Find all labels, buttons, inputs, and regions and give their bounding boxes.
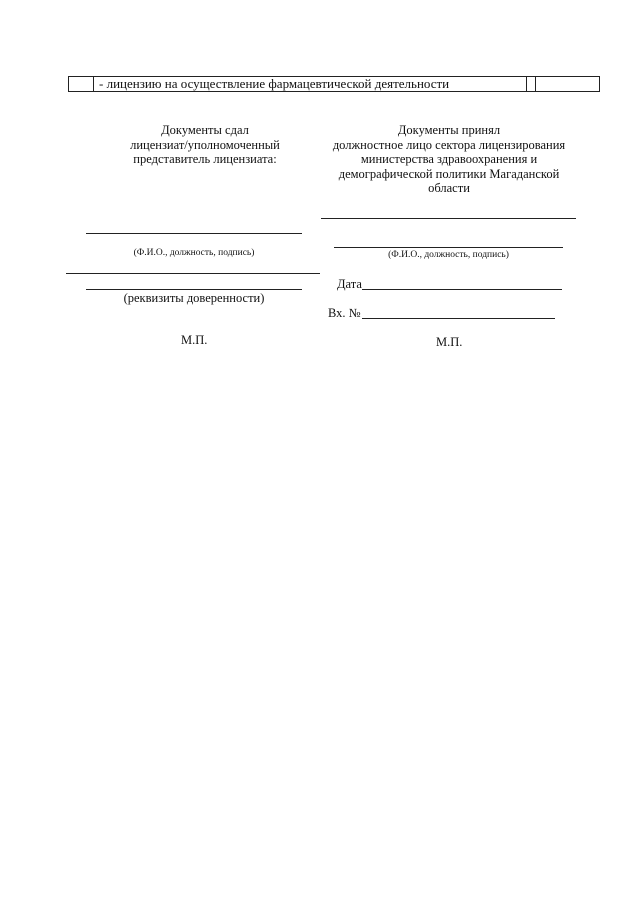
- service-table-row: [68, 76, 600, 92]
- submitter-stamp-place: М.П.: [181, 333, 208, 347]
- service-description: - лицензию на осуществление фармацевтической деятельности: [99, 76, 450, 91]
- table-cell-mark: [535, 77, 599, 91]
- receiver-signature-line: [334, 247, 563, 248]
- table-cell-checkbox: [69, 77, 94, 91]
- receiver-position-line: [321, 218, 576, 219]
- proxy-details-caption: (реквизиты доверенности): [123, 291, 265, 305]
- submitter-signature-caption: (Ф.И.О., должность, подпись): [133, 248, 255, 258]
- receiver-stamp-place: М.П.: [436, 335, 463, 349]
- submitter-heading: Документы сдал лицензиат/уполномоченный представитель лицензиата:: [130, 123, 280, 166]
- receiver-signature-caption: (Ф.И.О., должность, подпись): [388, 250, 509, 260]
- proxy-details-line: [86, 289, 302, 290]
- incoming-number-label: Вх. №: [328, 306, 361, 320]
- table-cell-description: [93, 77, 527, 91]
- date-line: [362, 289, 562, 290]
- incoming-number-line: [362, 318, 555, 319]
- date-label: Дата: [337, 277, 362, 291]
- submitter-extra-line: [66, 273, 320, 274]
- submitter-signature-line: [86, 233, 302, 234]
- receiver-heading: Документы принял должностное лицо сектора лицензирования министерства здравоохранения и демографической политики Магаданской области: [332, 123, 566, 195]
